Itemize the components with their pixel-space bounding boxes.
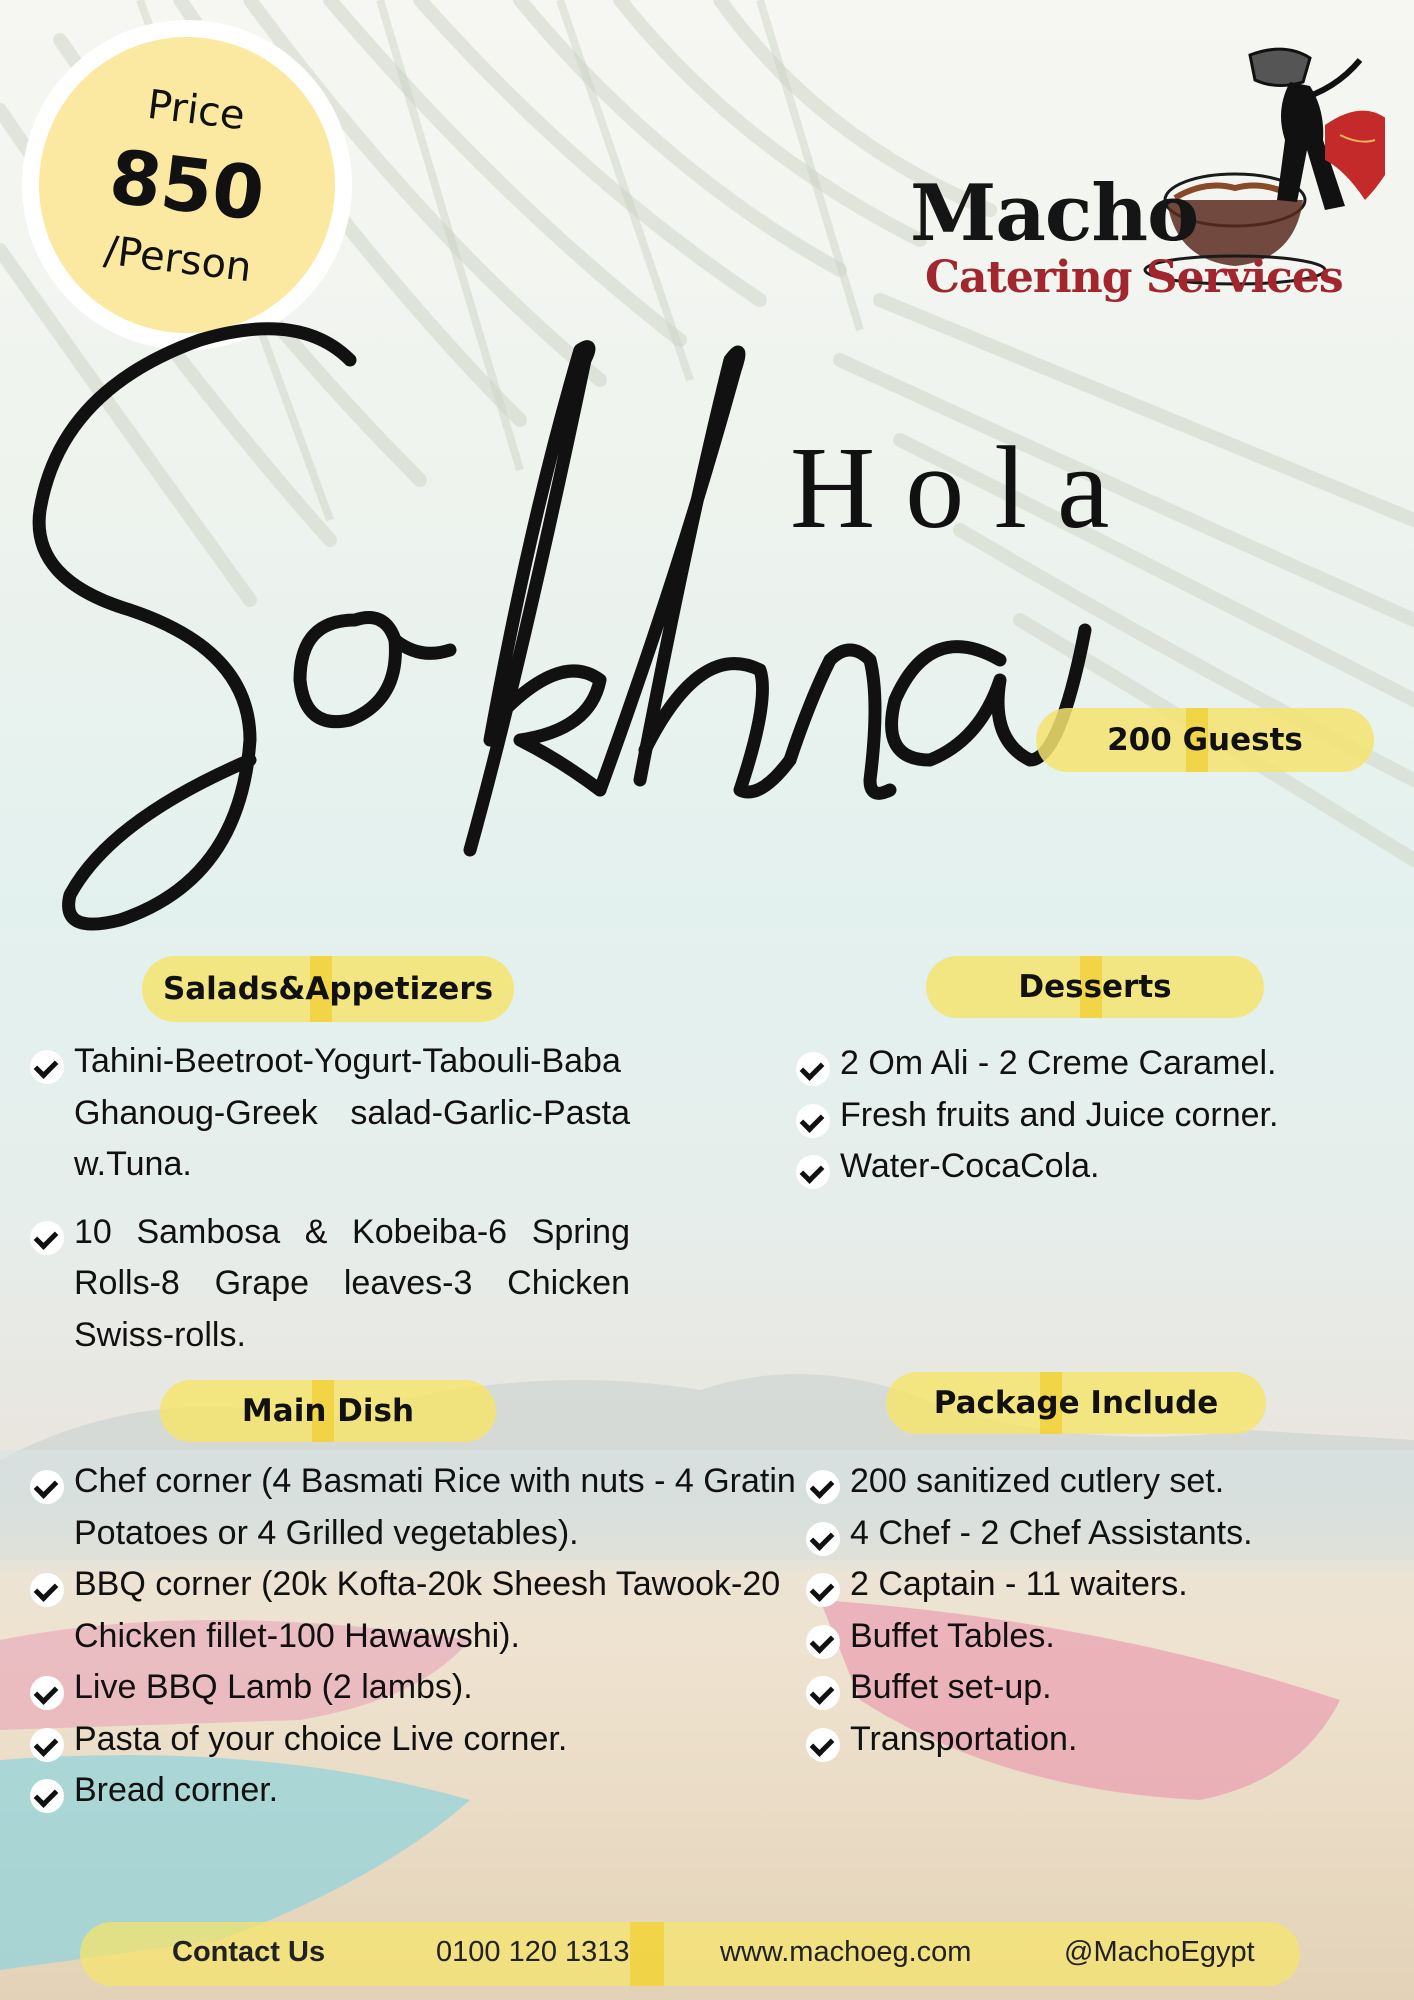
website-link[interactable]: www.machoeg.com bbox=[720, 1936, 972, 1968]
checkmark-icon bbox=[30, 1676, 64, 1710]
guests-badge bbox=[1036, 708, 1374, 772]
brand-name: Macho bbox=[910, 168, 1199, 259]
checkmark-icon bbox=[796, 1052, 830, 1086]
list-item bbox=[796, 1141, 1356, 1193]
list-item-text: Chef corner (4 Basmati Rice with nuts - 4 Gratin Potatoes or 4 Grilled vegetables). bbox=[74, 1462, 796, 1552]
list-item-text: Live BBQ Lamb (2 lambs). bbox=[74, 1668, 473, 1706]
price-badge bbox=[22, 20, 352, 350]
list-item-text: BBQ corner (20k Kofta-20k Sheesh Tawook-20 Chicken fillet-100 Hawawshi). bbox=[74, 1565, 781, 1655]
list-item-text: Water-CocaCola. bbox=[840, 1147, 1100, 1185]
list-item bbox=[806, 1508, 1386, 1560]
list-item bbox=[796, 1038, 1356, 1090]
price-unit: /Person bbox=[101, 227, 255, 292]
brand-logo bbox=[905, 30, 1385, 330]
package-heading-label: Package Include bbox=[933, 1385, 1219, 1421]
list-item bbox=[30, 1765, 800, 1817]
list-item bbox=[30, 1456, 800, 1559]
list-item-text: Tahini-Beetroot-Yogurt-Tabouli-Baba Ghanoug-Greek salad-Garlic-Pasta w.Tuna. bbox=[74, 1042, 630, 1183]
brand-tagline: Catering Services bbox=[925, 252, 1343, 303]
list-item-text: Pasta of your choice Live corner. bbox=[74, 1719, 568, 1758]
guests-label: 200 Guests bbox=[1107, 722, 1303, 758]
list-item bbox=[806, 1662, 1386, 1714]
checkmark-icon bbox=[30, 1728, 64, 1762]
title-hola: Hola bbox=[790, 422, 1140, 553]
list-item bbox=[806, 1456, 1386, 1508]
checkmark-icon bbox=[806, 1676, 840, 1710]
list-item-text: 2 Captain - 11 waiters. bbox=[850, 1565, 1188, 1603]
price-circle bbox=[22, 20, 352, 350]
list-item-text: Fresh fruits and Juice corner. bbox=[840, 1095, 1279, 1134]
package-list bbox=[806, 1456, 1386, 1765]
main-dish-heading-label: Main Dish bbox=[241, 1393, 415, 1429]
list-item bbox=[806, 1559, 1386, 1611]
checkmark-icon bbox=[806, 1573, 840, 1607]
checkmark-icon bbox=[30, 1573, 64, 1607]
checkmark-icon bbox=[30, 1050, 64, 1084]
list-item bbox=[30, 1207, 630, 1362]
list-item-text: Bread corner. bbox=[74, 1771, 279, 1809]
salads-list bbox=[30, 1036, 630, 1361]
checkmark-icon bbox=[796, 1104, 830, 1138]
list-item bbox=[796, 1090, 1356, 1142]
salads-heading-label: Salads&Appetizers bbox=[162, 971, 494, 1007]
desserts-list bbox=[796, 1038, 1356, 1193]
checkmark-icon bbox=[796, 1155, 830, 1189]
list-item-text: 10 Sambosa & Kobeiba-6 Spring Rolls-8 Grape leaves-3 Chicken Swiss-rolls. bbox=[74, 1212, 630, 1354]
list-item-text: Buffet set-up. bbox=[850, 1668, 1052, 1706]
main-dish-list bbox=[30, 1456, 800, 1817]
checkmark-icon bbox=[30, 1221, 64, 1255]
list-item-text: Transportation. bbox=[850, 1719, 1078, 1758]
checkmark-icon bbox=[806, 1625, 840, 1659]
checkmark-icon bbox=[806, 1470, 840, 1504]
list-item bbox=[30, 1559, 800, 1662]
main-dish-heading bbox=[160, 1380, 496, 1442]
contact-label: Contact Us bbox=[172, 1936, 326, 1968]
contact-bar bbox=[80, 1922, 1300, 1986]
price-value: 850 bbox=[104, 133, 269, 239]
list-item-text: 4 Chef - 2 Chef Assistants. bbox=[850, 1513, 1253, 1552]
checkmark-icon bbox=[30, 1470, 64, 1504]
list-item bbox=[806, 1714, 1386, 1766]
price-label: Price bbox=[144, 81, 248, 140]
desserts-heading bbox=[926, 956, 1264, 1018]
checkmark-icon bbox=[806, 1728, 840, 1762]
list-item bbox=[30, 1662, 800, 1714]
phone-number[interactable]: 0100 120 1313 bbox=[436, 1936, 630, 1968]
list-item-text: Buffet Tables. bbox=[850, 1616, 1055, 1655]
list-item bbox=[30, 1714, 800, 1766]
social-handle[interactable]: @MachoEgypt bbox=[1064, 1936, 1255, 1968]
title-sokhna-script bbox=[0, 320, 1130, 940]
package-heading bbox=[886, 1372, 1266, 1434]
desserts-heading-label: Desserts bbox=[1018, 969, 1172, 1005]
list-item bbox=[30, 1036, 630, 1191]
checkmark-icon bbox=[806, 1522, 840, 1556]
salads-heading bbox=[142, 956, 514, 1022]
list-item bbox=[806, 1611, 1386, 1663]
list-item-text: 2 Om Ali - 2 Creme Caramel. bbox=[840, 1044, 1277, 1082]
list-item-text: 200 sanitized cutlery set. bbox=[850, 1462, 1225, 1500]
checkmark-icon bbox=[30, 1779, 64, 1813]
